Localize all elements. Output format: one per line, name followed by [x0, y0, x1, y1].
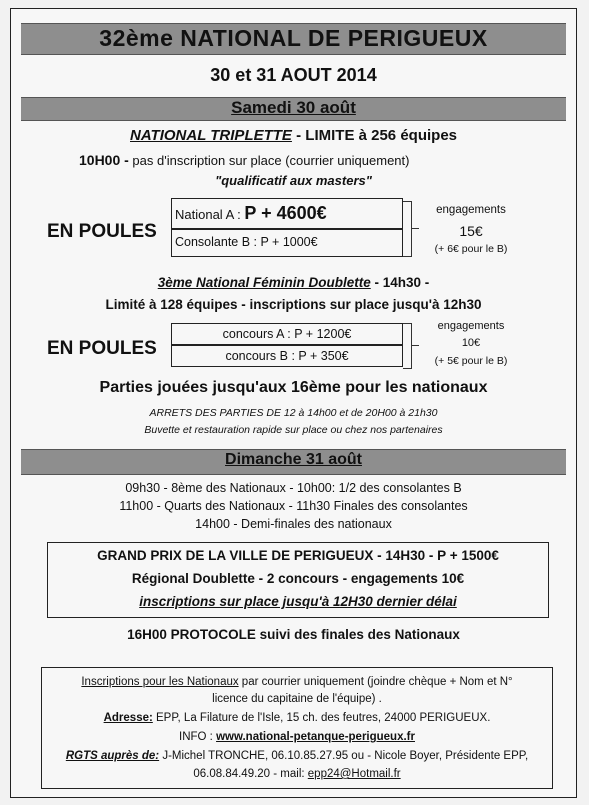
fee-note-1: (+ 6€ pour le B) — [434, 243, 508, 255]
brace-2 — [403, 323, 412, 369]
feminin-title: 3ème National Féminin Doublette — [157, 275, 371, 290]
start-time: 10H00 - — [79, 152, 129, 168]
info-line — [41, 731, 553, 743]
feminin-time: - 14h30 - — [370, 275, 430, 290]
qualif-note: "qualificatif aux masters" — [215, 173, 372, 188]
rgts-text-2: 06.08.84.49.20 - mail: — [193, 768, 308, 780]
rgts-mail[interactable]: epp24@Hotmail.fr — [307, 768, 401, 780]
national-a-prize: P + 4600€ — [244, 203, 327, 223]
concours-b-text: concours B : P + 350€ — [225, 349, 349, 363]
national-a-line — [175, 203, 327, 224]
poules-label-1: EN POULES — [47, 221, 157, 242]
triplette-title: NATIONAL TRIPLETTE — [130, 127, 292, 144]
consolante-b-text: Consolante B : P + 1000€ — [175, 235, 318, 249]
insc-line — [41, 676, 553, 688]
insc-label: Inscriptions pour les Nationaux — [81, 676, 239, 688]
adresse-label: Adresse: — [103, 712, 153, 724]
brace-1-tick — [411, 228, 419, 229]
fee-value-2: 10€ — [461, 337, 481, 349]
sunday-line-2: 11h00 - Quarts des Nationaux - 11h30 Finales des consolantes — [119, 499, 468, 513]
adresse-text: EPP, La Filature de l'Isle, 15 ch. des feutres, 24000 PERIGUEUX. — [152, 712, 491, 724]
triplette-limit: - LIMITE à 256 équipes — [291, 127, 457, 144]
protocole-note: 16H00 PROTOCOLE suivi des finales des Nationaux — [127, 627, 460, 642]
insc-text-2: licence du capitaine de l'équipe) . — [212, 693, 382, 705]
feminin-line — [21, 275, 566, 290]
poules-label-2: EN POULES — [47, 338, 157, 359]
grand-prix-inscriptions: inscriptions sur place jusqu'à 12H30 dernier délai — [139, 594, 457, 609]
insc-text: par courrier uniquement (joindre chèque + Nom et N° — [238, 676, 513, 688]
brace-1 — [403, 201, 412, 257]
rgts-text: J-Michel TRONCHE, 06.10.85.27.95 ou - Nicole Boyer, Présidente EPP, — [159, 750, 529, 762]
saturday-heading: Samedi 30 août — [231, 98, 356, 117]
adresse-line — [41, 712, 553, 724]
grand-prix-title: GRAND PRIX DE LA VILLE DE PERIGUEUX - 14H30 - P + 1500€ — [97, 548, 499, 563]
info-label: INFO : — [179, 731, 217, 743]
rgts-line — [41, 750, 553, 762]
event-dates: 30 et 31 AOUT 2014 — [210, 65, 377, 85]
national-a-prefix: National A : — [175, 207, 245, 222]
sunday-heading: Dimanche 31 août — [225, 451, 362, 468]
info-url[interactable]: www.national-petanque-perigueux.fr — [216, 731, 415, 743]
arrets-note: ARRETS DES PARTIES DE 12 à 14h00 et de 20H00 à 21h30 — [149, 407, 438, 419]
sunday-line-3: 14h00 - Demi-finales des nationaux — [195, 517, 392, 531]
brace-2-tick — [411, 345, 419, 346]
poster — [10, 8, 577, 798]
rgts-label: RGTS auprès de: — [65, 750, 160, 762]
start-line — [79, 152, 409, 168]
grand-prix-regional: Régional Doublette - 2 concours - engagements 10€ — [131, 571, 465, 586]
fee-label-2: engagements — [437, 320, 505, 332]
fee-note-2: (+ 5€ pour le B) — [434, 355, 508, 367]
fee-label-1: engagements — [436, 204, 506, 216]
parties-note: Parties jouées jusqu'aux 16ème pour les nationaux — [99, 379, 488, 396]
feminin-limit: Limité à 128 équipes - inscriptions sur place jusqu'à 12h30 — [105, 297, 482, 312]
start-note: pas d'inscription sur place (courrier uniquement) — [128, 153, 410, 168]
buvette-note: Buvette et restauration rapide sur place ou chez nos partenaires — [144, 424, 443, 436]
triplette-line — [21, 127, 566, 144]
page-title: 32ème NATIONAL DE PERIGUEUX — [99, 25, 488, 51]
concours-a-text: concours A : P + 1200€ — [222, 327, 352, 341]
sunday-line-1: 09h30 - 8ème des Nationaux - 10h00: 1/2 des consolantes B — [125, 481, 462, 495]
fee-value-1: 15€ — [459, 223, 483, 239]
rgts-line-2 — [41, 768, 553, 780]
